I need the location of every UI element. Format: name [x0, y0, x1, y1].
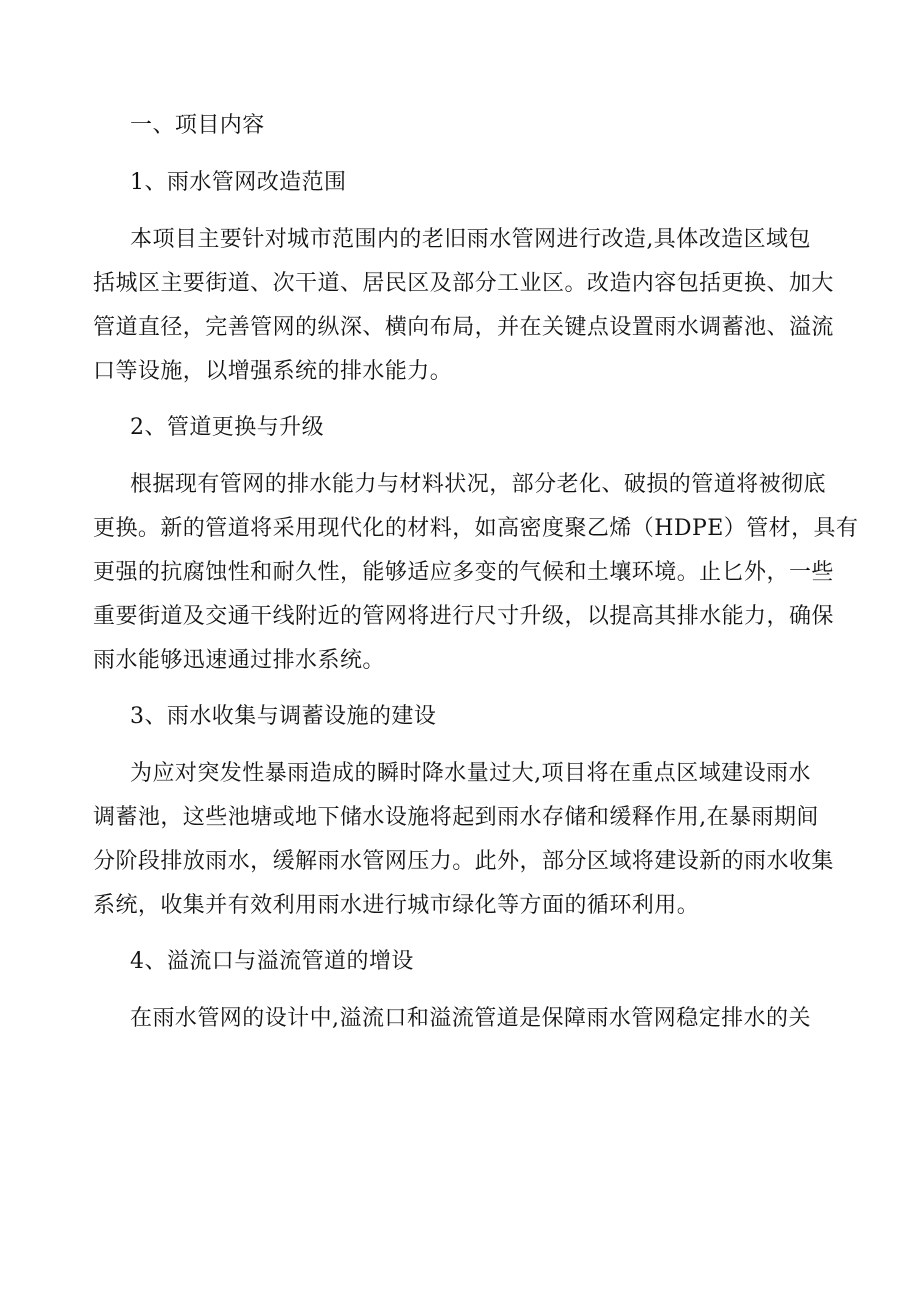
paragraph-line: 更换。新的管道将采用现代化的材料，如高密度聚乙烯（HDPE）管材，具有 [93, 516, 859, 541]
paragraph-line: 括城区主要街道、次干道、居民区及部分工业区。改造内容包括更换、加大 [93, 271, 834, 296]
paragraph-line: 管道直径，完善管网的纵深、横向布局，并在关键点设置雨水调蓄池、溢流 [93, 315, 834, 340]
paragraph-line: 重要街道及交通干线附近的管网将进行尺寸升级，以提高其排水能力，确保 [93, 604, 834, 629]
paragraph-line: 口等设施，以增强系统的排水能力。 [93, 359, 453, 384]
paragraph-line: 根据现有管网的排水能力与材料状况，部分老化、破损的管道将被彻底 [130, 472, 826, 497]
paragraph-line: 分阶段排放雨水，缓解雨水管网压力。此外，部分区域将建设新的雨水收集 [93, 849, 834, 874]
paragraph-line: 更强的抗腐蚀性和耐久性，能够适应多变的气候和土壤环境。止匕外，一些 [93, 560, 834, 585]
paragraph-line: 调蓄池，这些池塘或地下储水设施将起到雨水存储和缓释作用,在暴雨期间 [93, 805, 819, 830]
subsection-heading-4: 4、溢流口与溢流管道的增设 [130, 949, 414, 974]
document-body [93, 104, 859, 1041]
paragraph-line: 在雨水管网的设计中,溢流口和溢流管道是保障雨水管网稳定排水的关 [130, 1006, 811, 1031]
subsection-heading-3: 3、雨水收集与调蓄设施的建设 [130, 704, 437, 729]
paragraph-line: 本项目主要针对城市范围内的老旧雨水管网进行改造,具体改造区域包 [130, 227, 811, 252]
subsection-heading-1: 1、雨水管网改造范围 [130, 170, 347, 195]
paragraph-line: 为应对突发性暴雨造成的瞬时降水量过大,项目将在重点区域建设雨水 [130, 761, 811, 786]
paragraph-line: 雨水能够迅速通过排水系统。 [93, 648, 385, 673]
section-heading: 一、项目内容 [130, 113, 265, 138]
paragraph-line: 系统，收集并有效利用雨水进行城市绿化等方面的循环利用。 [93, 893, 700, 918]
subsection-heading-2: 2、管道更换与升级 [130, 415, 325, 440]
